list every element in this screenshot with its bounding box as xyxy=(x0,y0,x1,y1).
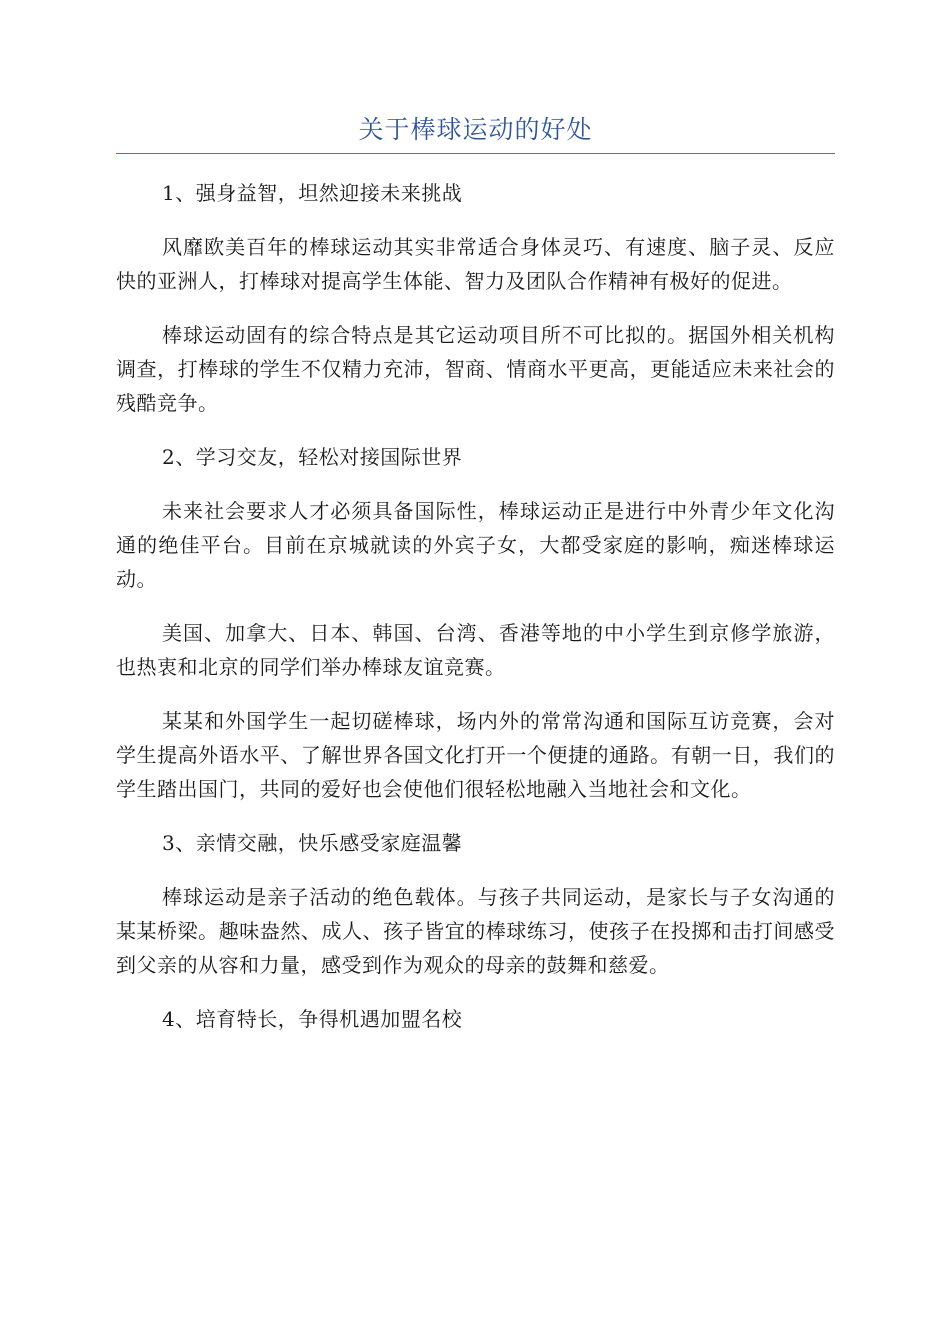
paragraph: 某某和外国学生一起切磋棒球，场内外的常常沟通和国际互访竞赛，会对学生提高外语水平、了解世界各国文化打开一个便捷的通路。有朝一日，我们的学生踏出国门，共同的爱好也会使他们很轻松地融入当地社会和文化。 xyxy=(116,709,835,801)
paragraph: 未来社会要求人才必须具备国际性，棒球运动正是进行中外青少年文化沟通的绝佳平台。目前在京城就读的外宾子女，大都受家庭的影响，痴迷棒球运动。 xyxy=(116,499,835,591)
section-heading-1: 1、强身益智，坦然迎接未来挑战 xyxy=(162,181,463,205)
paragraph: 美国、加拿大、日本、韩国、台湾、香港等地的中小学生到京修学旅游，也热衷和北京的同学们举办棒球友谊竞赛。 xyxy=(116,621,835,679)
section-heading-2: 2、学习交友，轻松对接国际世界 xyxy=(162,445,463,469)
paragraph: 棒球运动是亲子活动的绝色载体。与孩子共同运动，是家长与子女沟通的某某桥梁。趣味盎然、成人、孩子皆宜的棒球练习，使孩子在投掷和击打间感受到父亲的从容和力量，感受到作为观众的母亲的鼓舞和慈爱。 xyxy=(116,885,835,977)
title-underline xyxy=(116,153,835,154)
section-heading-3: 3、亲情交融，快乐感受家庭温馨 xyxy=(162,831,463,855)
document-title: 关于棒球运动的好处 xyxy=(358,115,593,144)
document-body xyxy=(116,176,835,1056)
paragraph: 风靡欧美百年的棒球运动其实非常适合身体灵巧、有速度、脑子灵、反应快的亚洲人，打棒球对提高学生体能、智力及团队合作精神有极好的促进。 xyxy=(116,235,835,293)
paragraph: 棒球运动固有的综合特点是其它运动项目所不可比拟的。据国外相关机构调查，打棒球的学生不仅精力充沛，智商、情商水平更高，更能适应未来社会的残酷竞争。 xyxy=(116,323,835,415)
section-heading-4: 4、培育特长，争得机遇加盟名校 xyxy=(162,1007,463,1031)
